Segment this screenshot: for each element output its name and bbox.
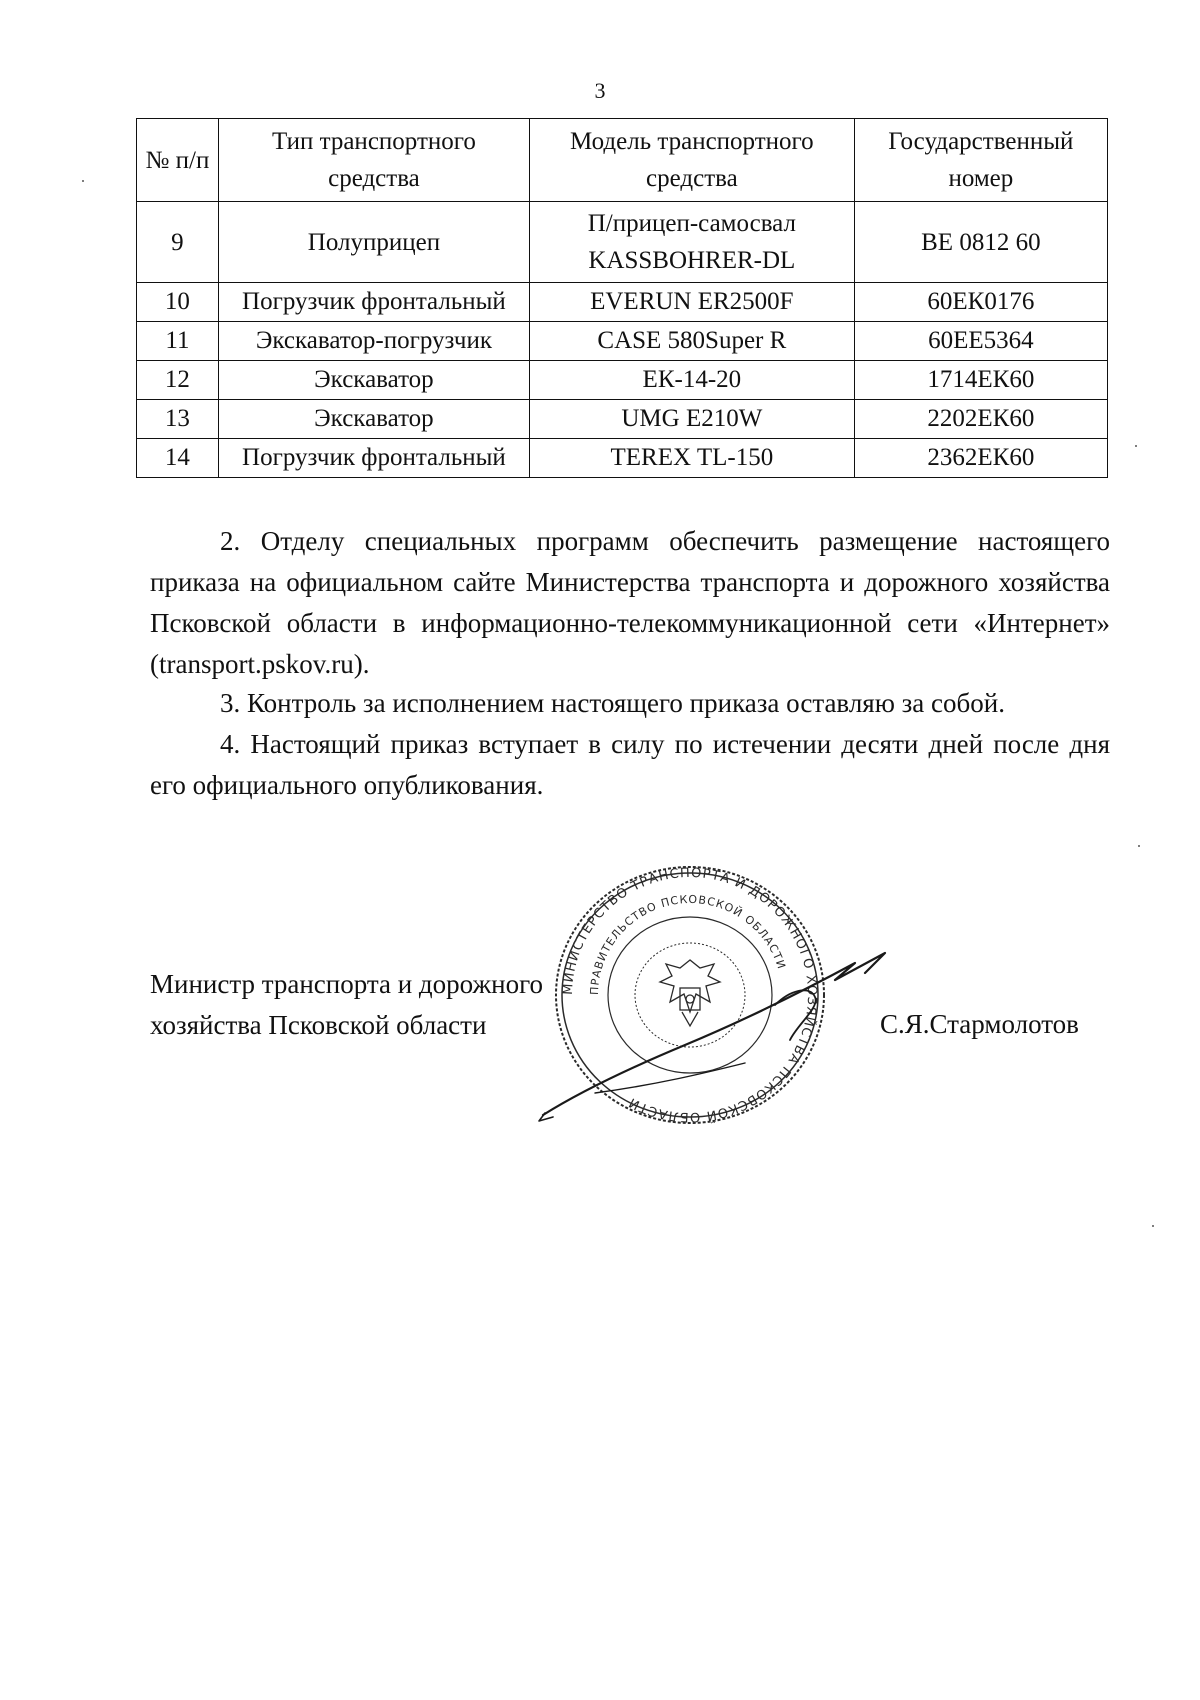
cell-num: 14	[137, 439, 219, 478]
scan-speck	[1152, 1225, 1154, 1227]
handwritten-signature	[535, 945, 925, 1125]
cell-model: UMG E210W	[530, 400, 855, 439]
signatory-title-line2: хозяйства Псковской области	[150, 1010, 487, 1040]
header-plate: Государственный номер	[854, 119, 1107, 202]
signatory-title	[150, 964, 543, 1046]
header-num: № п/п	[137, 119, 219, 202]
paragraph-effective-date: 4. Настоящий приказ вступает в силу по истечении десяти дней после дня его официального опубликования.	[150, 729, 1110, 800]
cell-type: Экскаватор-погрузчик	[218, 322, 529, 361]
cell-model: EVERUN ER2500F	[530, 283, 855, 322]
cell-plate: BE 0812 60	[854, 202, 1107, 283]
cell-model: ЕК-14-20	[530, 361, 855, 400]
cell-plate: 60ЕК0176	[854, 283, 1107, 322]
cell-num: 10	[137, 283, 219, 322]
cell-type: Погрузчик фронтальный	[218, 439, 529, 478]
cell-model: П/прицеп-самосвал KASSBOHRER-DL	[530, 202, 855, 283]
header-type: Тип транспортного средства	[218, 119, 529, 202]
table-row	[137, 439, 1108, 478]
seal-inner-text: ПРАВИТЕЛЬСТВО ПСКОВСКОЙ ОБЛАСТИ	[587, 892, 789, 996]
cell-type: Погрузчик фронтальный	[218, 283, 529, 322]
cell-type: Полуприцеп	[218, 202, 529, 283]
cell-model: CASE 580Super R	[530, 322, 855, 361]
signatory-name: С.Я.Стармолотов	[880, 1009, 1079, 1039]
table-row	[137, 202, 1108, 283]
paragraph-control: 3. Контроль за исполнением настоящего приказа оставляю за собой.	[220, 688, 1005, 718]
cell-num: 9	[137, 202, 219, 283]
seal-outer-text: МИНИСТЕРСТВО ТРАНСПОРТА И ДОРОЖНОГО ХОЗЯЙСТВА ПСКОВСКОЙ ОБЛАСТИ	[560, 865, 820, 1125]
table-header-row	[137, 119, 1108, 202]
signatory-title-line1: Министр транспорта и дорожного	[150, 969, 543, 999]
table-row	[137, 400, 1108, 439]
table-row	[137, 361, 1108, 400]
header-model: Модель транспортного средства	[530, 119, 855, 202]
cell-model: TEREX TL-150	[530, 439, 855, 478]
page-number: 3	[594, 78, 606, 103]
cell-plate: 1714ЕК60	[854, 361, 1107, 400]
cell-type: Экскаватор	[218, 361, 529, 400]
cell-num: 12	[137, 361, 219, 400]
scan-speck	[82, 180, 84, 182]
scan-speck	[1138, 845, 1140, 847]
cell-num: 11	[137, 322, 219, 361]
cell-plate: 2362ЕК60	[854, 439, 1107, 478]
cell-plate: 60ЕЕ5364	[854, 322, 1107, 361]
cell-type: Экскаватор	[218, 400, 529, 439]
scan-speck	[1135, 445, 1137, 447]
vehicle-table	[136, 118, 1108, 478]
cell-num: 13	[137, 400, 219, 439]
table-row	[137, 283, 1108, 322]
table-row	[137, 322, 1108, 361]
paragraph-publication: 2. Отделу специальных программ обеспечить размещение настоящего приказа на официальном сайте Министерства транспорта и дорожного хозяйства Псковской области в информационно-телекоммуникационной сети «Интернет» (transport.pskov.ru).	[150, 526, 1110, 679]
cell-plate: 2202ЕК60	[854, 400, 1107, 439]
